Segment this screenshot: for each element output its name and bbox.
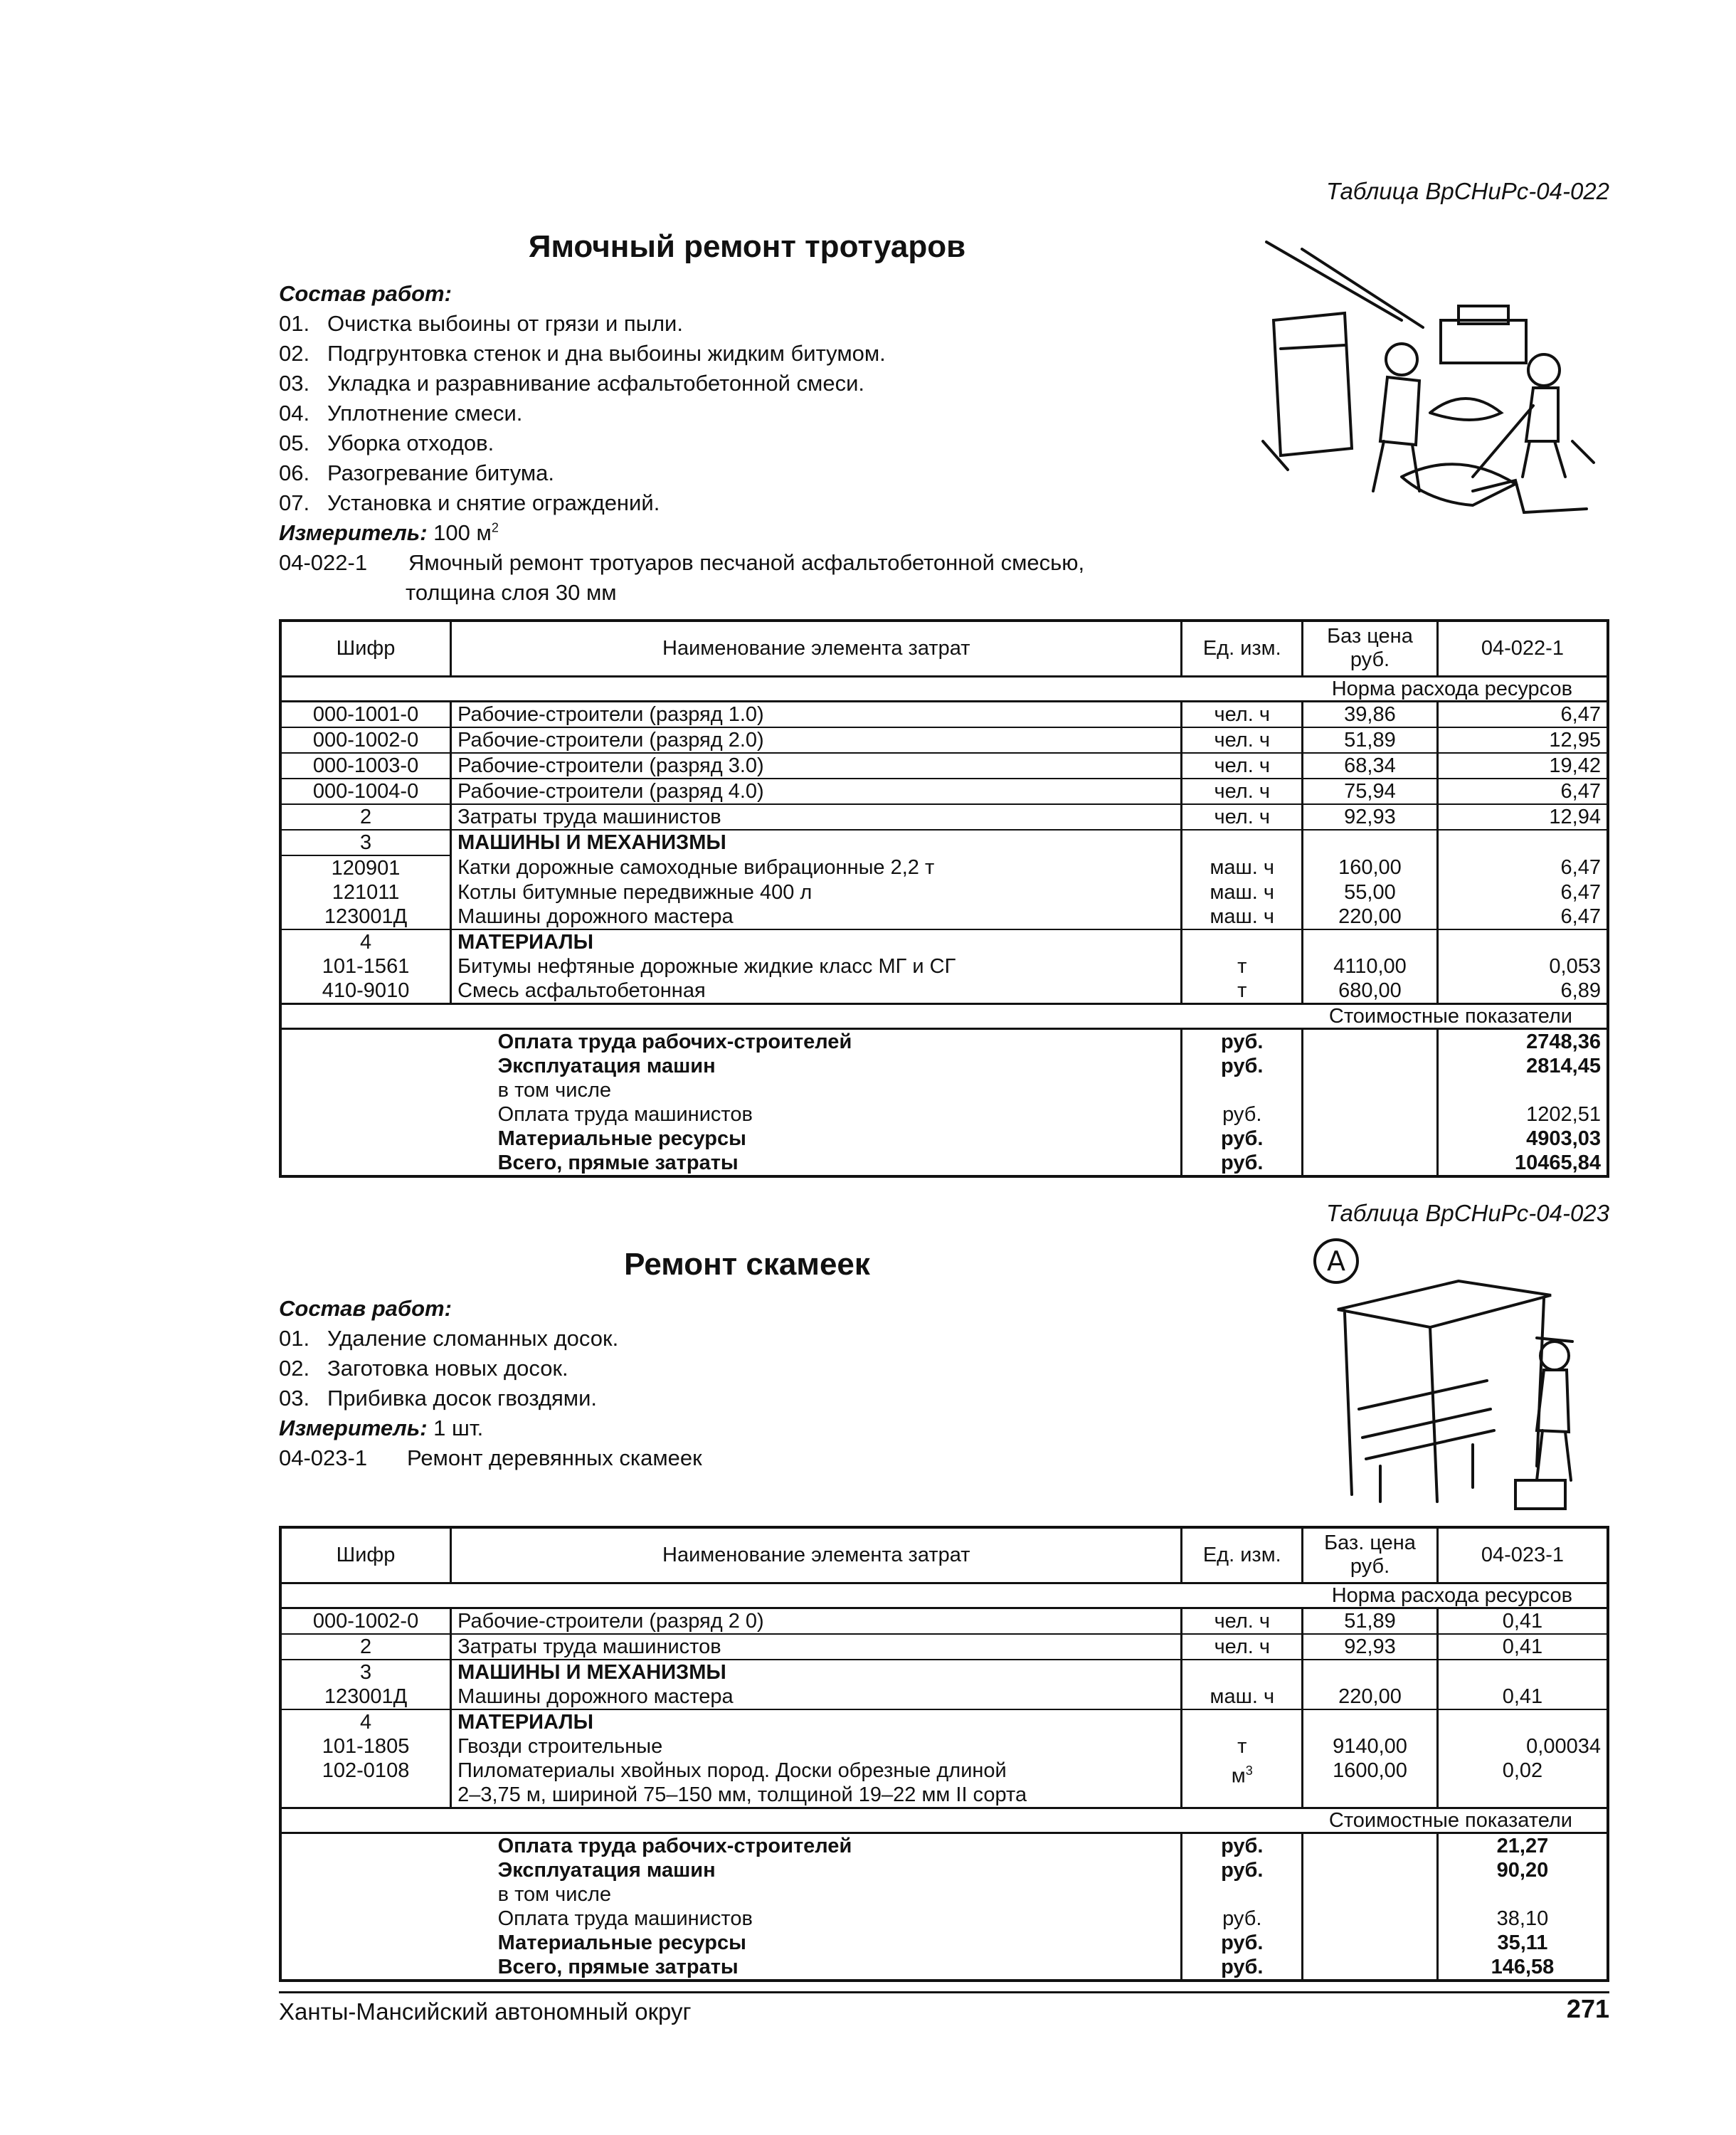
- cell-name: Затраты труда машинистов: [451, 804, 1182, 830]
- cell-name: Рабочие-строители (разряд 4.0): [451, 779, 1182, 804]
- illus-asphalt-pile: [1430, 399, 1501, 420]
- item-text: Ямочный ремонт тротуаров песчаной асфальтобетонной смесью,: [408, 550, 1085, 575]
- meter-label: Измеритель:: [279, 1416, 428, 1440]
- cost-name: Материальные ресурсы: [451, 1931, 1182, 1955]
- table-row: [280, 1634, 1608, 1660]
- cell-unit: маш. ч: [1182, 855, 1303, 880]
- cell-norm: 6,47: [1437, 701, 1608, 727]
- cost-name: Эксплуатация машин: [451, 1054, 1182, 1078]
- cell-norm: 6,47: [1437, 905, 1608, 929]
- page-number: 271: [1566, 1994, 1609, 2023]
- cell-name: Смесь асфальтобетонная: [451, 979, 1182, 1004]
- col-header-name: Наименование элемента затрат: [451, 1527, 1182, 1583]
- table-row: [280, 779, 1608, 804]
- cell-unit: т: [1182, 1734, 1303, 1759]
- work-text: Разогревание битума.: [327, 460, 555, 485]
- cell-name: Гвозди строительные: [451, 1734, 1182, 1759]
- illus-posts: [1345, 1299, 1544, 1502]
- cost-value: 10465,84: [1515, 1151, 1601, 1174]
- norm-band-row: [280, 676, 1608, 701]
- cell-unit: чел. ч: [1182, 727, 1303, 753]
- table-row: [280, 804, 1608, 830]
- cell-name: Битумы нефтяные дорожные жидкие класс МГ и СГ: [451, 954, 1182, 979]
- cell-code: 101-1561: [280, 954, 451, 979]
- work-num: 03.: [279, 1386, 310, 1411]
- work-num: 06.: [279, 460, 310, 485]
- work-item: [279, 428, 1084, 458]
- col-header-norm: 04-022-1: [1437, 621, 1608, 676]
- cell-unit: чел. ч: [1182, 804, 1303, 830]
- cost-row: [280, 1151, 1608, 1176]
- work-item: [279, 1324, 702, 1354]
- col-header-code: Шифр: [280, 1527, 451, 1583]
- cost-unit: руб.: [1182, 1858, 1303, 1882]
- cell-name: Рабочие-строители (разряд 2.0): [451, 727, 1182, 753]
- cell-name: МАШИНЫ И МЕХАНИЗМЫ: [451, 1660, 1182, 1685]
- illus-roller: [1441, 320, 1526, 363]
- norms-table-2: [279, 1526, 1609, 1982]
- meter-label: Измеритель:: [279, 520, 428, 545]
- cell-unit: маш. ч: [1182, 905, 1303, 929]
- cell-code: 121011: [280, 880, 451, 905]
- table-row: [280, 1734, 1608, 1759]
- cell-unit: [1182, 1759, 1303, 1808]
- cost-name: Эксплуатация машин: [451, 1858, 1182, 1882]
- cell-price: 160,00: [1303, 855, 1438, 880]
- cost-row: [280, 1102, 1608, 1127]
- norm-band: Норма расхода ресурсов: [280, 1583, 1608, 1608]
- cell-price: 51,89: [1303, 1608, 1438, 1634]
- illus-head-2: [1528, 354, 1560, 386]
- cost-name: в том числе: [451, 1078, 1182, 1102]
- meter-line: [279, 1413, 702, 1443]
- cost-band: Стоимостные показатели: [280, 1003, 1608, 1028]
- cell-name: [451, 1759, 1182, 1808]
- cell-name: МАТЕРИАЛЫ: [451, 1709, 1182, 1734]
- bench-repair-illustration: [1302, 1231, 1601, 1516]
- cost-band-row: [280, 1003, 1608, 1028]
- cell-unit: маш. ч: [1182, 880, 1303, 905]
- cell-price: 51,89: [1303, 727, 1438, 753]
- cost-row: [280, 1028, 1608, 1054]
- cell-unit: чел. ч: [1182, 1608, 1303, 1634]
- cost-unit: руб.: [1182, 1028, 1303, 1054]
- works-block-2: [279, 1294, 702, 1473]
- cell-price: 680,00: [1303, 979, 1438, 1004]
- work-item: [279, 399, 1084, 428]
- illus-roof: [1338, 1281, 1551, 1327]
- col-header-code: Шифр: [280, 621, 451, 676]
- cost-band-row: [280, 1808, 1608, 1833]
- cell-code: 120901: [280, 855, 451, 880]
- work-item: [279, 309, 1084, 339]
- work-text: Укладка и разравнивание асфальтобетонной смеси.: [327, 371, 865, 396]
- cost-unit: руб.: [1182, 1102, 1303, 1127]
- cell-name-line-1: Пиломатериалы хвойных пород. Доски обрезные длиной: [457, 1759, 1007, 1782]
- table-caption-2: Таблица ВрСНиРс-04-023: [1326, 1200, 1609, 1226]
- cell-code: 102-0108: [280, 1759, 451, 1808]
- cost-row: [280, 1907, 1608, 1931]
- cell-unit-sup: 3: [1245, 1763, 1253, 1778]
- meter-value: 1 шт.: [433, 1416, 484, 1440]
- cell-unit: [1182, 830, 1303, 855]
- item-code: 04-023-1: [279, 1445, 368, 1470]
- table-row: [280, 727, 1608, 753]
- cost-unit: руб.: [1182, 1151, 1303, 1176]
- cell-norm: 0,41: [1437, 1685, 1608, 1709]
- cell-price: 9140,00: [1303, 1734, 1438, 1759]
- cell-norm: 6,47: [1437, 779, 1608, 804]
- work-item: [279, 369, 1084, 399]
- cost-name: Оплата труда рабочих-строителей: [451, 1833, 1182, 1858]
- cell-name: Котлы битумные передвижные 400 л: [451, 880, 1182, 905]
- cell-norm: 12,94: [1437, 804, 1608, 830]
- work-text: Удаление сломанных досок.: [327, 1326, 619, 1351]
- item-line: [279, 1443, 702, 1473]
- cell-name: Рабочие-строители (разряд 1.0): [451, 701, 1182, 727]
- cost-name: Всего, прямые затраты: [451, 1955, 1182, 1981]
- cost-row: [280, 1858, 1608, 1882]
- item-line-2: толщина слоя 30 мм: [406, 580, 617, 605]
- table-row: [280, 1759, 1608, 1808]
- cell-unit: чел. ч: [1182, 753, 1303, 779]
- cell-price: 75,94: [1303, 779, 1438, 804]
- work-num: 01.: [279, 1326, 310, 1351]
- illus-wall: [1274, 313, 1352, 455]
- table-row: [280, 701, 1608, 727]
- composition-label: Состав работ:: [279, 1296, 452, 1321]
- cell-name: МАШИНЫ И МЕХАНИЗМЫ: [451, 830, 1182, 855]
- norm-band-row: [280, 1583, 1608, 1608]
- cell-code: 000-1002-0: [280, 1608, 451, 1634]
- footer-region: Ханты-Мансийский автономный округ: [279, 1998, 692, 2025]
- cell-code: 4: [280, 929, 451, 954]
- col-header-name: Наименование элемента затрат: [451, 621, 1182, 676]
- cost-row: [280, 1127, 1608, 1151]
- cell-code: 000-1002-0: [280, 727, 451, 753]
- cell-code: 410-9010: [280, 979, 451, 1004]
- cost-value: 21,27: [1496, 1834, 1549, 1857]
- table-caption-1: Таблица ВрСНиРс-04-022: [1326, 178, 1609, 204]
- cost-value: 4903,03: [1526, 1127, 1601, 1150]
- works-block-1: [279, 279, 1084, 608]
- cell-norm: 19,42: [1437, 753, 1608, 779]
- table-header-row: [280, 621, 1608, 676]
- work-num: 01.: [279, 311, 310, 336]
- cost-unit: руб.: [1182, 1931, 1303, 1955]
- table-row: [280, 1608, 1608, 1634]
- item-text: Ремонт деревянных скамеек: [407, 1445, 702, 1470]
- cost-value: 146,58: [1491, 1955, 1555, 1978]
- cell-norm: 0,41: [1437, 1608, 1608, 1634]
- cost-row: [280, 1931, 1608, 1955]
- cell-name: Затраты труда машинистов: [451, 1634, 1182, 1660]
- road-repair-illustration: [1259, 235, 1601, 527]
- work-text: Очистка выбоины от грязи и пыли.: [327, 311, 683, 336]
- work-num: 02.: [279, 1356, 310, 1381]
- work-item: [279, 339, 1084, 369]
- cell-name: Машины дорожного мастера: [451, 905, 1182, 929]
- cost-name: в том числе: [451, 1882, 1182, 1907]
- cost-value: 2814,45: [1526, 1054, 1601, 1077]
- meter-line: [279, 518, 1084, 548]
- work-item: [279, 1383, 702, 1413]
- cell-norm: 6,89: [1437, 979, 1608, 1004]
- norms-table-1: [279, 619, 1609, 1178]
- table-row: [280, 1685, 1608, 1709]
- work-text: Установка и снятие ограждений.: [327, 490, 660, 515]
- table-row: [280, 905, 1608, 929]
- work-num: 05.: [279, 431, 310, 455]
- illus-line: [1281, 345, 1345, 349]
- col-header-price: Баз цена руб.: [1303, 621, 1438, 676]
- work-text: Подгрунтовка стенок и дна выбоины жидким битумом.: [327, 341, 886, 366]
- cell-code: 2: [280, 1634, 451, 1660]
- cost-value: 38,10: [1496, 1907, 1549, 1930]
- cost-name: Оплата труда рабочих-строителей: [451, 1028, 1182, 1054]
- cell-code: 101-1805: [280, 1734, 451, 1759]
- cost-name: Оплата труда машинистов: [451, 1907, 1182, 1931]
- composition-label: Состав работ:: [279, 281, 452, 306]
- cost-value: 35,11: [1497, 1931, 1548, 1954]
- illus-head: [1386, 344, 1417, 375]
- work-item: [279, 488, 1084, 518]
- cell-unit: чел. ч: [1182, 1634, 1303, 1660]
- cell-unit-text: м: [1231, 1764, 1246, 1788]
- cell-code: 4: [280, 1709, 451, 1734]
- cell-unit: т: [1182, 979, 1303, 1004]
- cost-value: 2748,36: [1526, 1030, 1601, 1053]
- work-num: 03.: [279, 371, 310, 396]
- cell-name: Машины дорожного мастера: [451, 1685, 1182, 1709]
- cell-norm: [1437, 830, 1608, 855]
- col-header-norm: 04-023-1: [1437, 1527, 1608, 1583]
- illus-legs: [1537, 1430, 1571, 1480]
- col-header-unit: Ед. изм.: [1182, 621, 1303, 676]
- table-group-row: [280, 1660, 1608, 1685]
- work-text: Уборка отходов.: [327, 431, 494, 455]
- cell-unit: маш. ч: [1182, 1685, 1303, 1709]
- illus-body: [1380, 377, 1419, 445]
- cell-code: 3: [280, 1660, 451, 1685]
- table-row: [280, 979, 1608, 1004]
- cell-code: 000-1003-0: [280, 753, 451, 779]
- work-num: 04.: [279, 401, 310, 426]
- work-num: 02.: [279, 341, 310, 366]
- cell-price: [1303, 929, 1438, 954]
- cost-name: Всего, прямые затраты: [451, 1151, 1182, 1176]
- col-header-price: Баз. цена руб.: [1303, 1527, 1438, 1583]
- illus-legs-2: [1523, 441, 1565, 477]
- cell-code: 123001Д: [280, 905, 451, 929]
- cell-price: 220,00: [1303, 1685, 1438, 1709]
- cost-name: Материальные ресурсы: [451, 1127, 1182, 1151]
- cell-code: 000-1001-0: [280, 701, 451, 727]
- illus-line: [1266, 242, 1402, 320]
- cell-norm: 12,95: [1437, 727, 1608, 753]
- cell-norm: 0,00034: [1526, 1734, 1601, 1758]
- cell-norm: 0,053: [1549, 954, 1601, 978]
- cost-value: 90,20: [1496, 1858, 1549, 1882]
- cell-name-line-2: 2–3,75 м, шириной 75–150 мм, толщиной 19–22 мм II сорта: [457, 1783, 1027, 1806]
- work-text: Уплотнение смеси.: [327, 401, 523, 426]
- cost-value: 1202,51: [1526, 1102, 1601, 1126]
- table-row: [280, 880, 1608, 905]
- cost-unit: руб.: [1182, 1955, 1303, 1981]
- cost-name: Оплата труда машинистов: [451, 1102, 1182, 1127]
- cell-unit: т: [1182, 954, 1303, 979]
- cell-code: 000-1004-0: [280, 779, 451, 804]
- cell-price: 55,00: [1303, 880, 1438, 905]
- cell-name: Катки дорожные самоходные вибрационные 2,2 т: [451, 855, 1182, 880]
- meter-value: 100 м: [433, 520, 492, 545]
- cost-unit: руб.: [1182, 1833, 1303, 1858]
- norm-band: Норма расхода ресурсов: [280, 676, 1608, 701]
- cell-unit: [1182, 929, 1303, 954]
- cell-norm: [1437, 929, 1608, 954]
- cell-norm: 6,47: [1560, 855, 1601, 879]
- cell-price: 4110,00: [1303, 954, 1438, 979]
- cost-band: Стоимостные показатели: [280, 1808, 1608, 1833]
- illus-head: [1540, 1341, 1569, 1370]
- cell-code: 123001Д: [280, 1685, 451, 1709]
- cost-row: [280, 1054, 1608, 1078]
- cell-name: Рабочие-строители (разряд 2 0): [451, 1608, 1182, 1634]
- footer-divider: [279, 1991, 1609, 1993]
- work-item: [279, 458, 1084, 488]
- cost-row: [280, 1078, 1608, 1102]
- work-text: Прибивка досок гвоздями.: [327, 1386, 598, 1411]
- illus-body-2: [1526, 388, 1558, 441]
- cost-unit: руб.: [1182, 1127, 1303, 1151]
- meter-sup: 2: [491, 520, 499, 535]
- cost-unit: руб.: [1182, 1907, 1303, 1931]
- cost-row: [280, 1955, 1608, 1981]
- work-num: 07.: [279, 490, 310, 515]
- cell-price: [1303, 830, 1438, 855]
- work-item: [279, 1354, 702, 1383]
- cell-unit: чел. ч: [1182, 701, 1303, 727]
- cost-unit: руб.: [1182, 1054, 1303, 1078]
- cost-row: [280, 1833, 1608, 1858]
- cell-code: 3: [280, 830, 451, 855]
- illus-toolbox: [1515, 1480, 1565, 1509]
- table-group-row: [280, 1709, 1608, 1734]
- cell-code: 2: [280, 804, 451, 830]
- cost-row: [280, 1882, 1608, 1907]
- cell-norm: 0,41: [1437, 1634, 1608, 1660]
- cell-name: Рабочие-строители (разряд 3.0): [451, 753, 1182, 779]
- section-title-1: Ямочный ремонт тротуаров: [528, 229, 966, 264]
- illus-line: [1572, 441, 1594, 463]
- cell-price: 39,86: [1303, 701, 1438, 727]
- illus-body: [1537, 1370, 1569, 1432]
- cell-norm: 0,02: [1502, 1759, 1543, 1782]
- cell-norm: 6,47: [1560, 880, 1601, 904]
- cell-price: 68,34: [1303, 753, 1438, 779]
- table-row: [280, 855, 1608, 880]
- cell-price: 92,93: [1303, 1634, 1438, 1660]
- item-code: 04-022-1: [279, 550, 368, 575]
- cell-price: 92,93: [1303, 804, 1438, 830]
- cell-name: МАТЕРИАЛЫ: [451, 929, 1182, 954]
- item-line: [279, 548, 1084, 578]
- section-title-2: Ремонт скамеек: [624, 1247, 870, 1282]
- table-header-row: [280, 1527, 1608, 1583]
- table-row: [280, 753, 1608, 779]
- cell-price: 220,00: [1303, 905, 1438, 929]
- illus-letter: A: [1327, 1245, 1345, 1277]
- cell-unit: чел. ч: [1182, 779, 1303, 804]
- col-header-unit: Ед. изм.: [1182, 1527, 1303, 1583]
- table-row: [280, 954, 1608, 979]
- work-text: Заготовка новых досок.: [327, 1356, 568, 1381]
- table-group-row: [280, 929, 1608, 954]
- cell-price: 1600,00: [1303, 1759, 1438, 1808]
- table-group-row: [280, 830, 1608, 855]
